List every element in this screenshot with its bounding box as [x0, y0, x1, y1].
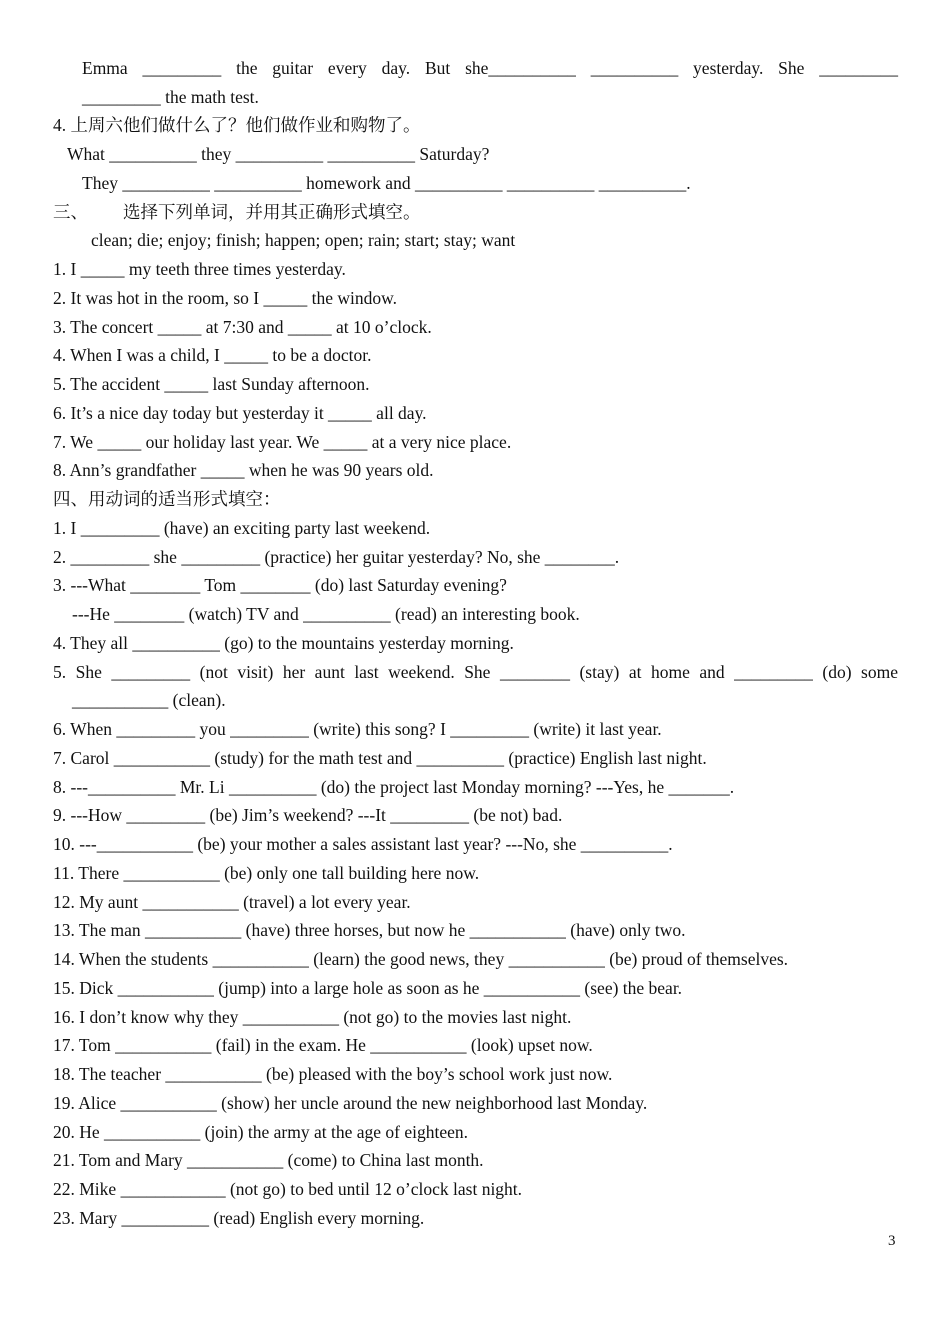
exercise-item: 6. When _________ you _________ (write) this song? I _________ (write) it last year. — [53, 719, 662, 739]
exercise-line: They __________ __________ homework and __________ __________ __________. — [82, 173, 691, 193]
exercise-item: 19. Alice ___________ (show) her uncle around the new neighborhood last Monday. — [53, 1093, 648, 1113]
exercise-item: 7. Carol ___________ (study) for the math test and __________ (practice) English last night. — [53, 748, 707, 768]
exercise-item: 23. Mary __________ (read) English every morning. — [53, 1208, 425, 1228]
exercise-item: 10. ---___________ (be) your mother a sales assistant last year? ---No, she __________. — [53, 834, 673, 854]
section-heading: 三、 选择下列单词，并用其正确形式填空。 — [53, 202, 421, 222]
exercise-item: 5. She _________ (not visit) her aunt last weekend. She ________ (stay) at home and _________ (do) some — [53, 662, 898, 682]
exercise-item: 8. Ann’s grandfather _____ when he was 90 years old. — [53, 460, 434, 480]
exercise-item: 11. There ___________ (be) only one tall building here now. — [53, 863, 480, 883]
exercise-item: 16. I don’t know why they ___________ (not go) to the movies last night. — [53, 1007, 572, 1027]
exercise-item: 21. Tom and Mary ___________ (come) to China last month. — [53, 1150, 484, 1170]
exercise-item: 12. My aunt ___________ (travel) a lot every year. — [53, 892, 411, 912]
exercise-item: 15. Dick ___________ (jump) into a large hole as soon as he ___________ (see) the bear. — [53, 978, 683, 998]
exercise-item: 14. When the students ___________ (learn) the good news, they ___________ (be) proud of themselves. — [53, 949, 789, 969]
exercise-line-chinese: 4. 上周六他们做什么了？他们做作业和购物了。 — [53, 115, 421, 135]
exercise-item: ---He ________ (watch) TV and __________ (read) an interesting book. — [72, 604, 580, 624]
section-heading: 四、用动词的适当形式填空： — [53, 489, 281, 509]
exercise-item: 18. The teacher ___________ (be) pleased with the boy’s school work just now. — [53, 1064, 613, 1084]
exercise-item: 20. He ___________ (join) the army at the age of eighteen. — [53, 1122, 469, 1142]
exercise-item: 4. When I was a child, I _____ to be a doctor. — [53, 345, 372, 365]
exercise-item: ___________ (clean). — [72, 690, 226, 710]
exercise-item: 2. It was hot in the room, so I _____ the window. — [53, 288, 397, 308]
exercise-line: What __________ they __________ __________ Saturday? — [67, 144, 490, 164]
exercise-item: 22. Mike ____________ (not go) to bed until 12 o’clock last night. — [53, 1179, 523, 1199]
exercise-item: 6. It’s a nice day today but yesterday it _____ all day. — [53, 403, 427, 423]
exercise-item: 7. We _____ our holiday last year. We _____ at a very nice place. — [53, 432, 512, 452]
page-number: 3 — [888, 1233, 896, 1249]
exercise-item: 4. They all __________ (go) to the mountains yesterday morning. — [53, 633, 514, 653]
exercise-item: 1. I _________ (have) an exciting party last weekend. — [53, 518, 431, 538]
exercise-item: 13. The man ___________ (have) three horses, but now he ___________ (have) only two. — [53, 920, 686, 940]
exercise-line: Emma _________ the guitar every day. But she__________ __________ yesterday. She _________ — [82, 58, 898, 78]
exercise-item: 9. ---How _________ (be) Jim’s weekend? ---It _________ (be not) bad. — [53, 805, 563, 825]
exercise-item: 3. The concert _____ at 7:30 and _____ at 10 o’clock. — [53, 317, 432, 337]
exercise-item: 5. The accident _____ last Sunday afternoon. — [53, 374, 370, 394]
exercise-item: 1. I _____ my teeth three times yesterday. — [53, 259, 346, 279]
exercise-line: _________ the math test. — [82, 87, 259, 107]
exercise-item: 2. _________ she _________ (practice) her guitar yesterday? No, she ________. — [53, 547, 620, 567]
exercise-item: 17. Tom ___________ (fail) in the exam. He ___________ (look) upset now. — [53, 1035, 593, 1055]
exercise-item: 3. ---What ________ Tom ________ (do) last Saturday evening? — [53, 575, 507, 595]
word-bank: clean; die; enjoy; finish; happen; open; rain; start; stay; want — [91, 230, 516, 250]
exercise-item: 8. ---__________ Mr. Li __________ (do) the project last Monday morning? ---Yes, he _______. — [53, 777, 735, 797]
